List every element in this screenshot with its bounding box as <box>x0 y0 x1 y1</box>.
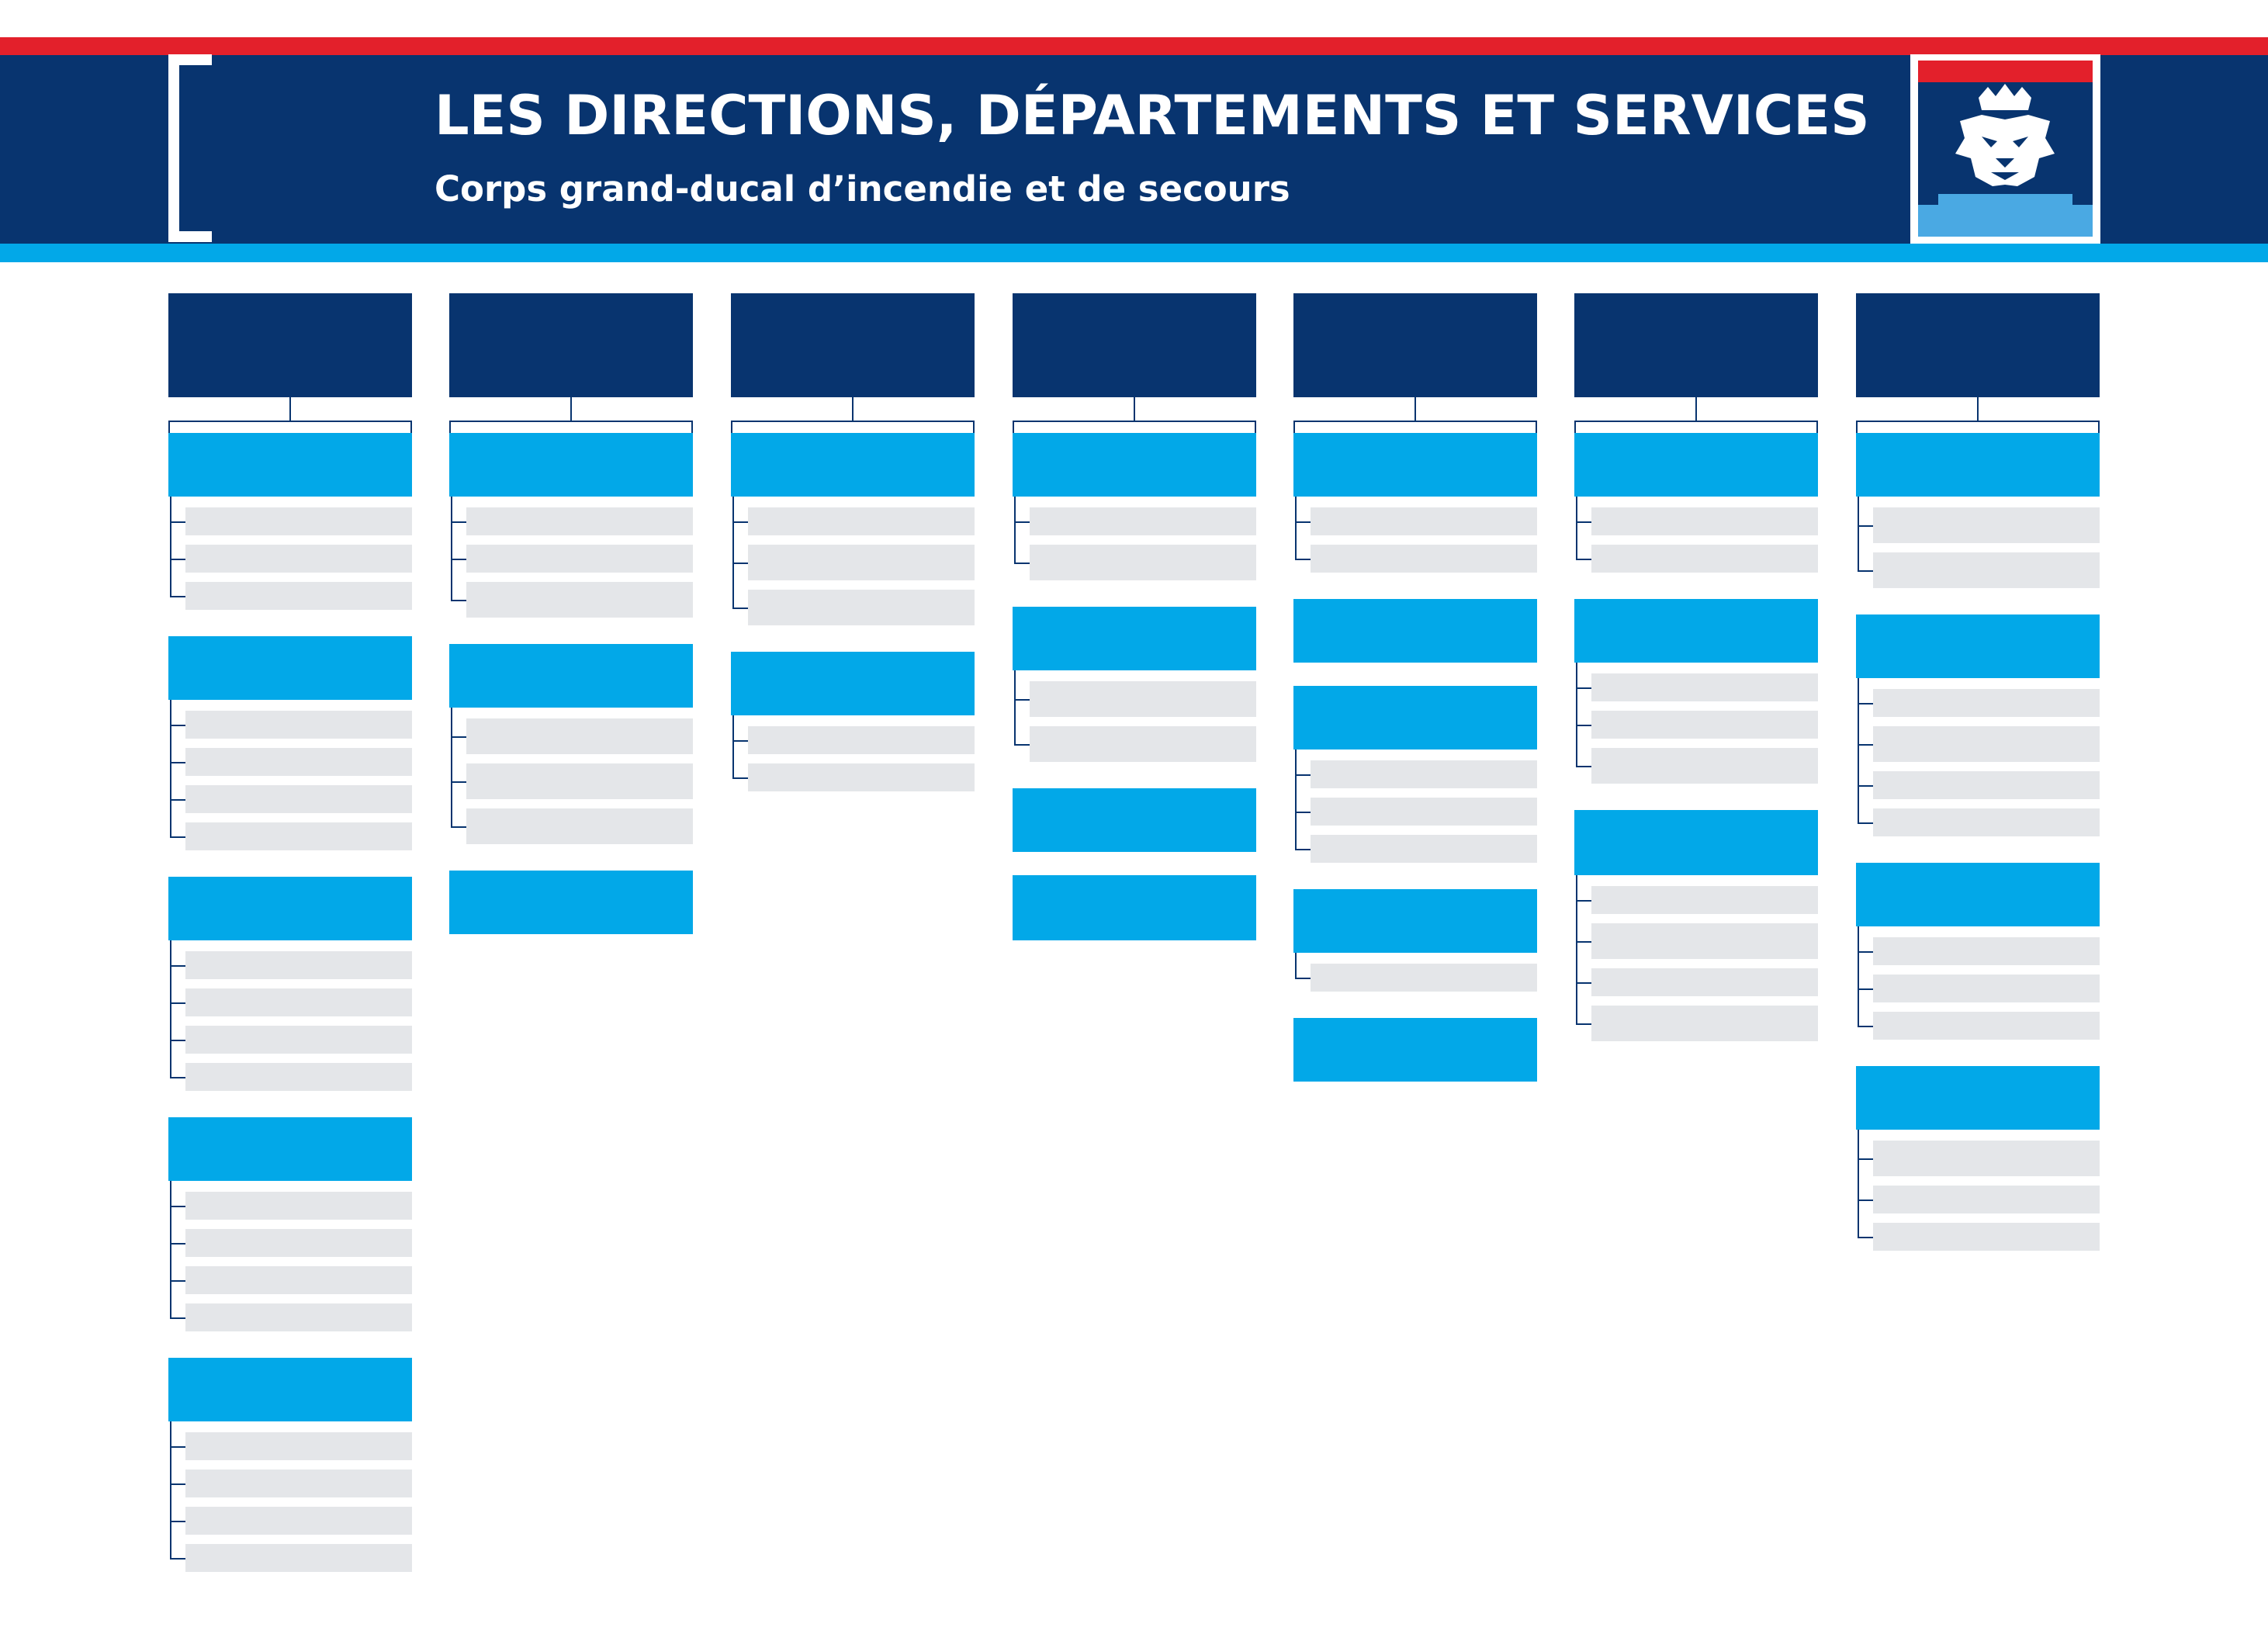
service-item <box>185 582 412 610</box>
service-branch <box>170 1446 185 1448</box>
service-item <box>1873 771 2100 799</box>
service-trunk <box>732 715 734 779</box>
service-branch <box>1295 812 1311 813</box>
service-branch <box>451 559 466 560</box>
column-bar-right-tick <box>1816 421 1818 433</box>
service-branch <box>1576 687 1591 689</box>
column-bar-left-tick <box>1013 421 1014 433</box>
service-item <box>185 545 412 573</box>
service-trunk <box>1576 875 1577 1025</box>
service-branch <box>1576 521 1591 523</box>
service-branch <box>1858 785 1873 787</box>
service-item <box>185 711 412 739</box>
direction-box <box>1013 293 1256 397</box>
column-bar <box>731 421 975 422</box>
service-branch <box>1858 1237 1873 1238</box>
service-branch <box>1576 725 1591 726</box>
service-branch <box>451 600 466 601</box>
department-box <box>168 877 412 940</box>
service-trunk <box>451 708 452 828</box>
service-item <box>185 748 412 776</box>
service-item <box>748 590 975 625</box>
column-bar-left-tick <box>1293 421 1295 433</box>
service-item <box>748 726 975 754</box>
service-item <box>1873 1012 2100 1040</box>
service-trunk <box>170 497 171 597</box>
service-branch <box>1858 1200 1873 1201</box>
service-item <box>1873 975 2100 1002</box>
service-branch <box>1014 699 1030 701</box>
column-bar-right-tick <box>2098 421 2100 433</box>
service-branch <box>170 965 185 967</box>
department-box <box>1013 788 1256 852</box>
service-trunk <box>1576 497 1577 560</box>
department-box <box>1293 1018 1537 1082</box>
department-box <box>1013 607 1256 670</box>
service-item <box>466 582 693 618</box>
service-branch <box>1295 774 1311 776</box>
service-branch <box>1295 849 1311 850</box>
column-bar-left-tick <box>1856 421 1858 433</box>
service-branch <box>1858 1026 1873 1027</box>
service-branch <box>1295 521 1311 523</box>
department-box <box>449 871 693 934</box>
column-bar-left-tick <box>449 421 451 433</box>
service-branch <box>732 740 748 742</box>
service-item <box>185 822 412 850</box>
column-bar <box>1293 421 1537 422</box>
service-item <box>1591 748 1818 784</box>
service-trunk <box>451 497 452 601</box>
service-branch <box>451 826 466 828</box>
service-item <box>185 1063 412 1091</box>
column-bar-left-tick <box>731 421 732 433</box>
service-item <box>1311 798 1537 826</box>
service-branch <box>170 1280 185 1282</box>
column-bar-right-tick <box>1255 421 1256 433</box>
service-branch <box>1014 521 1030 523</box>
direction-box <box>1856 293 2100 397</box>
department-box <box>449 433 693 497</box>
service-branch <box>170 1317 185 1319</box>
service-trunk <box>170 700 171 838</box>
service-item <box>466 718 693 754</box>
column-bar-right-tick <box>410 421 412 433</box>
service-item <box>1311 545 1537 573</box>
department-box <box>1856 1066 2100 1130</box>
service-branch <box>451 781 466 783</box>
service-item <box>1591 968 1818 996</box>
column-bar-right-tick <box>973 421 975 433</box>
service-branch <box>170 1558 185 1560</box>
service-item <box>748 545 975 580</box>
service-item <box>1873 1186 2100 1213</box>
service-branch <box>170 1521 185 1522</box>
direction-box <box>1293 293 1537 397</box>
service-trunk <box>1858 926 1859 1027</box>
service-item <box>1873 1223 2100 1251</box>
service-item <box>1591 673 1818 701</box>
service-branch <box>170 1040 185 1041</box>
service-trunk <box>170 1421 171 1560</box>
page-subtitle: Corps grand-ducal d’incendie et de secours <box>435 168 1290 209</box>
service-branch <box>1014 744 1030 746</box>
service-item <box>185 1507 412 1535</box>
service-branch <box>170 725 185 726</box>
service-item <box>185 1432 412 1460</box>
department-box <box>168 1117 412 1181</box>
department-box <box>168 1358 412 1421</box>
service-item <box>1311 760 1537 788</box>
service-branch <box>1576 766 1591 767</box>
direction-connector <box>1134 397 1135 421</box>
direction-connector <box>1695 397 1697 421</box>
service-branch <box>170 762 185 763</box>
department-box <box>1856 863 2100 926</box>
direction-connector <box>852 397 854 421</box>
service-item <box>1311 964 1537 992</box>
service-branch <box>1858 988 1873 990</box>
service-trunk <box>1014 497 1016 564</box>
service-item <box>185 1470 412 1497</box>
service-branch <box>1576 559 1591 560</box>
service-branch <box>170 1243 185 1245</box>
service-branch <box>170 521 185 523</box>
service-item <box>1591 1006 1818 1041</box>
service-branch <box>1576 941 1591 943</box>
service-item <box>185 951 412 979</box>
service-trunk <box>1576 663 1577 767</box>
service-item <box>185 1303 412 1331</box>
service-trunk <box>1014 670 1016 746</box>
service-item <box>466 545 693 573</box>
service-branch <box>170 1206 185 1207</box>
department-box <box>1574 599 1818 663</box>
service-item <box>1591 545 1818 573</box>
direction-connector <box>289 397 291 421</box>
column-bar-right-tick <box>691 421 693 433</box>
service-trunk <box>1295 497 1297 560</box>
service-item <box>185 1266 412 1294</box>
service-branch <box>1858 525 1873 527</box>
service-branch <box>1858 744 1873 746</box>
column-bar <box>1856 421 2100 422</box>
service-item <box>1873 1141 2100 1176</box>
service-item <box>1030 507 1256 535</box>
service-branch <box>170 559 185 560</box>
service-item <box>1873 507 2100 543</box>
department-box <box>1293 686 1537 749</box>
department-box <box>1856 614 2100 678</box>
department-box <box>1013 433 1256 497</box>
service-branch <box>732 521 748 523</box>
service-item <box>185 1544 412 1572</box>
service-branch <box>170 596 185 597</box>
service-item <box>185 1229 412 1257</box>
direction-connector <box>1414 397 1416 421</box>
service-item <box>185 1192 412 1220</box>
service-item <box>466 763 693 799</box>
service-branch <box>1576 982 1591 984</box>
department-box <box>731 652 975 715</box>
service-trunk <box>1858 1130 1859 1238</box>
department-box <box>731 433 975 497</box>
service-trunk <box>1858 497 1859 572</box>
direction-connector <box>570 397 572 421</box>
column-bar-right-tick <box>1536 421 1537 433</box>
service-trunk <box>1858 678 1859 824</box>
column-bar <box>1013 421 1256 422</box>
service-item <box>1591 886 1818 914</box>
department-box <box>1574 810 1818 875</box>
service-branch <box>451 736 466 738</box>
department-box <box>449 644 693 708</box>
service-item <box>185 507 412 535</box>
service-branch <box>170 1002 185 1004</box>
service-branch <box>170 799 185 801</box>
service-item <box>466 808 693 844</box>
service-branch <box>1858 703 1873 704</box>
service-item <box>185 988 412 1016</box>
direction-box <box>168 293 412 397</box>
service-branch <box>1295 559 1311 560</box>
service-item <box>185 785 412 813</box>
service-branch <box>170 1483 185 1485</box>
service-item <box>1873 689 2100 717</box>
service-item <box>1873 937 2100 965</box>
service-item <box>1873 808 2100 836</box>
department-box <box>1293 889 1537 953</box>
service-item <box>1873 552 2100 588</box>
column-bar <box>168 421 412 422</box>
service-branch <box>1858 570 1873 572</box>
department-box <box>1293 433 1537 497</box>
service-branch <box>1014 563 1030 564</box>
service-branch <box>732 563 748 564</box>
service-item <box>748 763 975 791</box>
service-trunk <box>170 940 171 1078</box>
service-trunk <box>1295 953 1297 979</box>
service-item <box>748 507 975 535</box>
department-box <box>1293 599 1537 663</box>
service-branch <box>1858 822 1873 824</box>
service-branch <box>732 608 748 609</box>
service-branch <box>170 836 185 838</box>
service-branch <box>1295 978 1311 979</box>
service-item <box>1591 923 1818 959</box>
service-item <box>185 1026 412 1054</box>
service-item <box>1311 835 1537 863</box>
department-box <box>1574 433 1818 497</box>
department-box <box>1856 433 2100 497</box>
service-item <box>1030 545 1256 580</box>
service-branch <box>1576 900 1591 902</box>
column-bar <box>1574 421 1818 422</box>
page-title: LES DIRECTIONS, DÉPARTEMENTS ET SERVICES <box>435 84 1870 147</box>
service-item <box>466 507 693 535</box>
service-item <box>1311 507 1537 535</box>
column-bar-left-tick <box>168 421 170 433</box>
service-branch <box>451 521 466 523</box>
service-item <box>1030 726 1256 762</box>
service-item <box>1873 726 2100 762</box>
direction-box <box>1574 293 1818 397</box>
column-bar-left-tick <box>1574 421 1576 433</box>
service-item <box>1591 711 1818 739</box>
direction-box <box>449 293 693 397</box>
department-box <box>168 636 412 700</box>
service-branch <box>1858 951 1873 953</box>
column-bar <box>449 421 693 422</box>
department-box <box>1013 875 1256 940</box>
service-trunk <box>170 1181 171 1319</box>
department-box <box>168 433 412 497</box>
service-branch <box>732 777 748 779</box>
service-trunk <box>732 497 734 609</box>
service-item <box>1030 681 1256 717</box>
direction-box <box>731 293 975 397</box>
service-branch <box>1576 1023 1591 1025</box>
direction-connector <box>1977 397 1979 421</box>
service-branch <box>1858 1158 1873 1160</box>
service-item <box>1591 507 1818 535</box>
service-branch <box>170 1077 185 1078</box>
service-trunk <box>1295 749 1297 850</box>
